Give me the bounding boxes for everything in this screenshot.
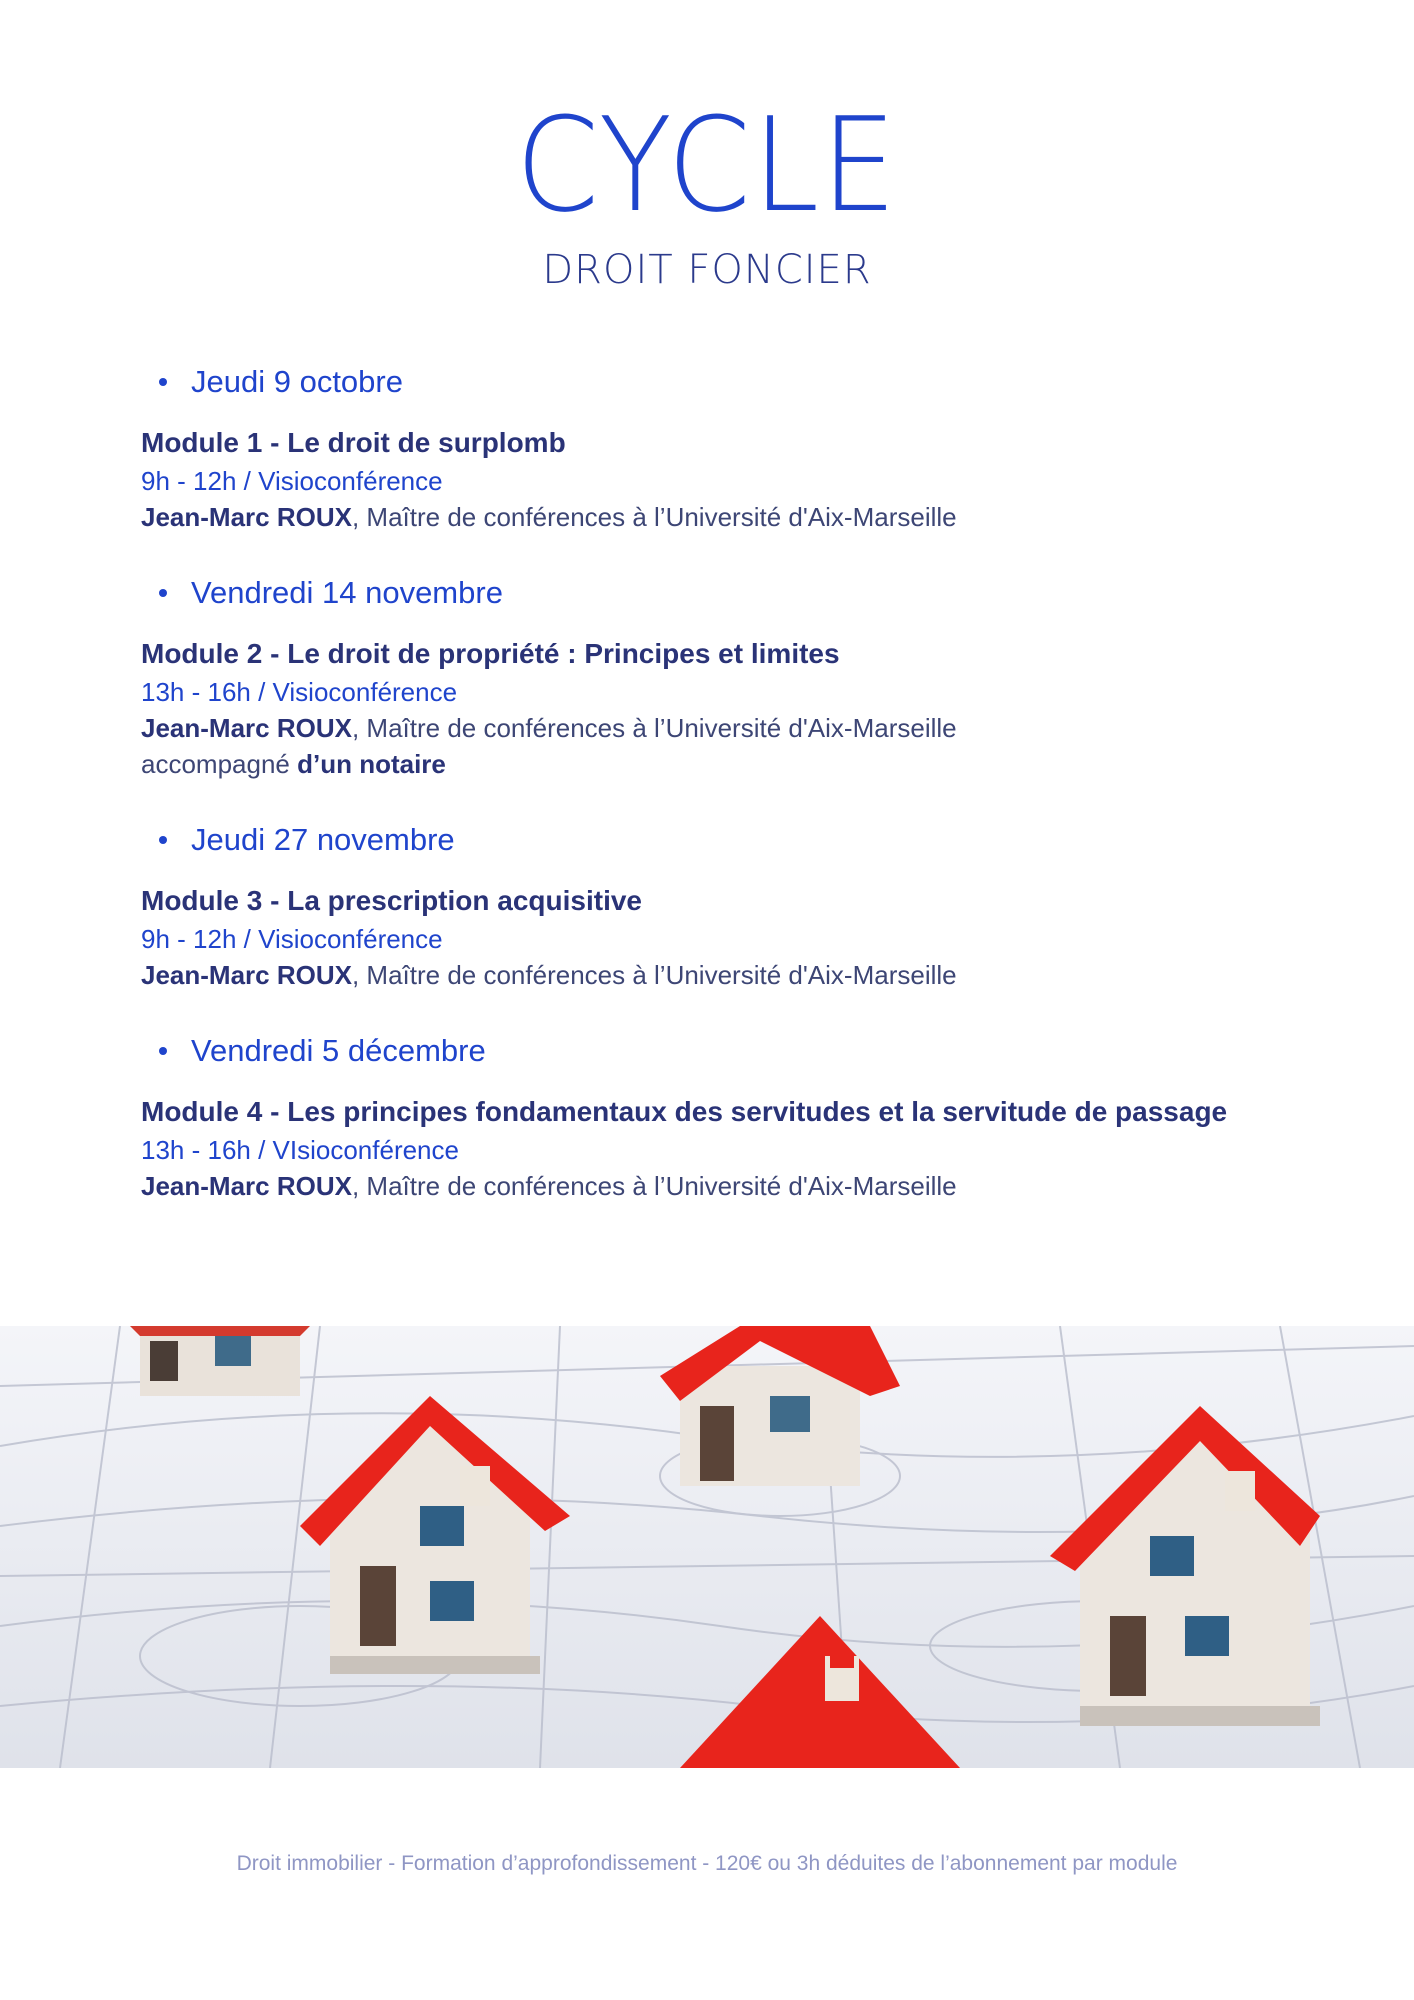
house-icon (130, 1326, 310, 1396)
session-date: Jeudi 27 novembre (191, 822, 455, 857)
session-date: Vendredi 5 décembre (191, 1033, 486, 1068)
extra-bold: d’un notaire (297, 749, 446, 779)
module-title: Module 4 - Les principes fondamentaux des servitudes et la servitude de passage (141, 1096, 1228, 1127)
speaker-role: , Maître de conférences à l’Université d'Aix-Marseille (351, 960, 957, 990)
session-date: Vendredi 14 novembre (191, 575, 503, 610)
session-time: 13h - 16h / VIsioconférence (141, 1135, 459, 1165)
speaker-name: Jean-Marc ROUX (141, 713, 352, 743)
speaker-line (141, 499, 1291, 535)
page-title: CYCLE (515, 89, 899, 241)
bullet-icon (159, 378, 167, 386)
session-time: 9h - 12h / Visioconférence (141, 924, 443, 954)
session-date-row (159, 571, 1291, 615)
footer-note: Droit immobilier - Formation d’approfondissement - 120€ ou 3h déduites de l’abonnement par module (236, 1852, 1178, 1875)
module-title: Module 2 - Le droit de propriété : Principes et limites (141, 638, 840, 669)
session-item (141, 818, 1291, 993)
module-title: Module 3 - La prescription acquisitive (141, 885, 642, 916)
speaker-line (141, 1168, 1291, 1204)
speaker-extra (141, 746, 1291, 782)
speaker-role: , Maître de conférences à l’Université d'Aix-Marseille (351, 713, 957, 743)
speaker-role: , Maître de conférences à l’Université d'Aix-Marseille (351, 1171, 957, 1201)
module-title: Module 1 - Le droit de surplomb (141, 427, 566, 458)
page-subtitle: DROIT FONCIER (542, 247, 872, 293)
bullet-icon (159, 589, 167, 597)
session-time: 9h - 12h / Visioconférence (141, 466, 443, 496)
session-item (141, 360, 1291, 535)
session-date-row (159, 1029, 1291, 1073)
houses-on-map-photo (0, 1326, 1414, 1768)
speaker-role: , Maître de conférences à l’Université d'Aix-Marseille (351, 502, 957, 532)
speaker-name: Jean-Marc ROUX (141, 502, 352, 532)
session-date-row (159, 360, 1291, 404)
sessions-list (141, 360, 1291, 1240)
session-item (141, 1029, 1291, 1204)
houses-illustration (0, 1326, 1414, 1768)
speaker-line (141, 710, 1291, 746)
bullet-icon (159, 1047, 167, 1055)
session-item (141, 571, 1291, 782)
extra-prefix: accompagné (141, 749, 298, 779)
session-date-row (159, 818, 1291, 862)
speaker-line (141, 957, 1291, 993)
session-time: 13h - 16h / Visioconférence (141, 677, 458, 707)
speaker-name: Jean-Marc ROUX (141, 1171, 352, 1201)
speaker-name: Jean-Marc ROUX (141, 960, 352, 990)
bullet-icon (159, 836, 167, 844)
session-date: Jeudi 9 octobre (191, 364, 403, 399)
